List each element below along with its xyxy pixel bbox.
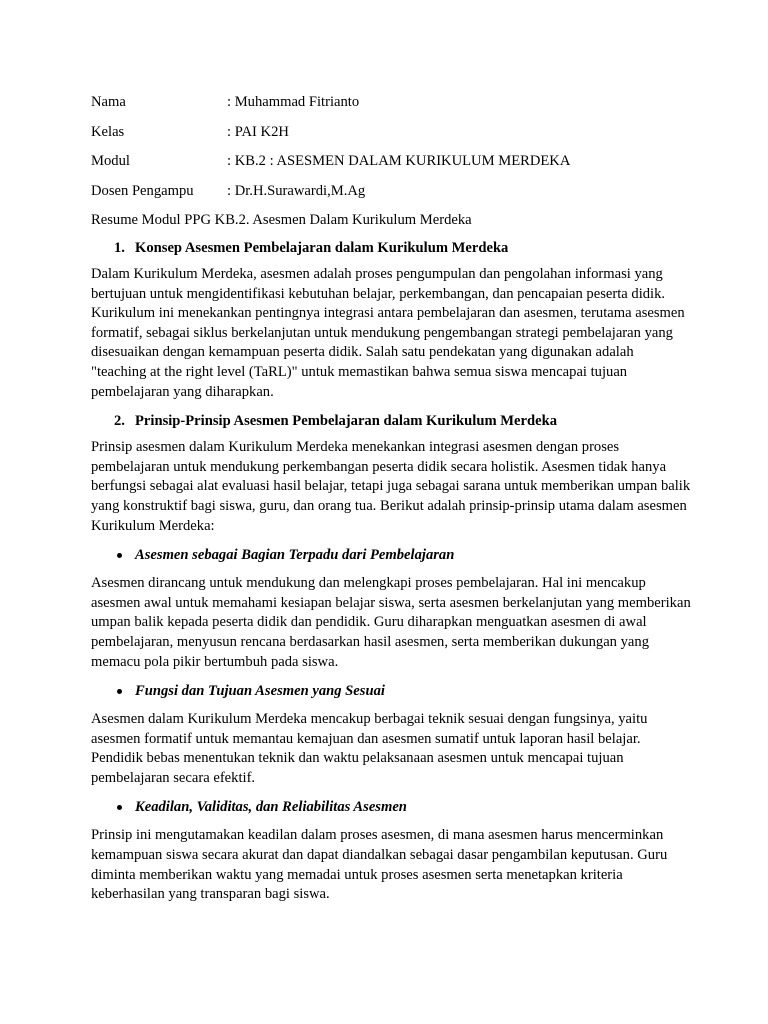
meta-row-module [91, 151, 691, 181]
section-1-number: 1. [114, 240, 125, 256]
lecturer-label: Dosen Pengampu [91, 182, 194, 199]
bullet-icon [91, 797, 135, 817]
section-2-number: 2. [114, 413, 125, 430]
section-2-title: Prinsip-Prinsip Asesmen Pembelajaran dalam Kurikulum Merdeka [135, 413, 558, 430]
name-label: Nama [91, 94, 126, 110]
section-2-paragraph: Prinsip asesmen dalam Kurikulum Merdeka menekankan integrasi asesmen dengan proses pembelajaran untuk mendukung perkembangan peserta didik secara holistik. Asesmen tidak hanya berfungsi sebagai alat evaluasi hasil belajar, tetapi juga sebagai sarana untuk memberikan umpan balik yang konstruktif bagi siswa, guru, dan orang tua. Berikut adalah prinsip-prinsip utama dalam asesmen Kurikulum Merdeka: [91, 439, 691, 534]
module-value: : KB.2 : ASESMEN DALAM KURIKULUM MERDEKA [227, 153, 571, 169]
meta-row-class [91, 122, 691, 152]
point-3-heading [91, 797, 691, 817]
lecturer-value: : Dr.H.Surawardi,M.Ag [227, 182, 366, 199]
section-1-heading [91, 238, 691, 258]
class-value: : PAI K2H [227, 123, 289, 140]
meta-row-name [91, 92, 691, 122]
point-1-paragraph: Asesmen dirancang untuk mendukung dan melengkapi proses pembelajaran. Hal ini mencakup asesmen awal untuk memahami kesiapan belajar siswa, serta asesmen berkelanjutan yang memberikan umpan balik kepada peserta didik dan pendidik. Guru diharapkan menguatkan asesmen di awal pembelajaran, menyusun rencana berdasarkan hasil asesmen, serta memberikan dukungan yang memacu pola pikir bertumbuh pada siswa. [91, 575, 691, 670]
point-1-title: Asesmen sebagai Bagian Terpadu dari Pembelajaran [135, 547, 455, 564]
point-1-heading [91, 545, 691, 565]
section-2-heading [91, 411, 691, 431]
point-3-title: Keadilan, Validitas, dan Reliabilitas Asesmen [135, 799, 407, 816]
point-2-paragraph: Asesmen dalam Kurikulum Merdeka mencakup berbagai teknik sesuai dengan fungsinya, yaitu asesmen formatif untuk memantau kemajuan dan asesmen sumatif untuk laporan hasil belajar. Pendidik bebas menentukan teknik dan waktu pelaksanaan asesmen untuk mencapai tujuan pembelajaran secara efektif. [91, 711, 648, 786]
point-2-title: Fungsi dan Tujuan Asesmen yang Sesuai [135, 683, 385, 700]
point-3-paragraph: Prinsip ini mengutamakan keadilan dalam proses asesmen, di mana asesmen harus mencerminkan kemampuan siswa secara akurat dan dapat diandalkan sebagai dasar pengambilan keputusan. Guru diminta memberikan waktu yang memadai untuk proses asesmen serta menetapkan kriteria keberhasilan yang transparan bagi siswa. [91, 827, 668, 903]
section-1-paragraph: Dalam Kurikulum Merdeka, asesmen adalah proses pengumpulan dan pengolahan informasi yang bertujuan untuk mengidentifikasi kebutuhan belajar, perkembangan, dan pencapaian peserta didik. Kurikulum ini menekankan pentingnya integrasi antara pembelajaran dan asesmen, terutama asesmen formatif, sebagai siklus berkelanjutan untuk mendukung pengembangan strategi pembelajaran yang disesuaikan dengan kemampuan peserta didik. Salah satu pendekatan yang digunakan adalah "teaching at the right level (TaRL)" untuk memastikan bahwa semua siswa mencapai tujuan pembelajaran yang diharapkan. [91, 266, 685, 400]
bullet-icon [91, 545, 135, 565]
section-1-title: Konsep Asesmen Pembelajaran dalam Kurikulum Merdeka [135, 240, 509, 256]
module-label: Modul [91, 153, 130, 169]
class-label: Kelas [91, 123, 125, 140]
document-page [91, 92, 691, 914]
name-value: : Muhammad Fitrianto [227, 94, 360, 110]
document-title: Resume Modul PPG KB.2. Asesmen Dalam Kurikulum Merdeka [91, 212, 472, 228]
bullet-icon [91, 681, 135, 701]
meta-row-lecturer [91, 181, 691, 211]
point-2-heading [91, 681, 691, 701]
